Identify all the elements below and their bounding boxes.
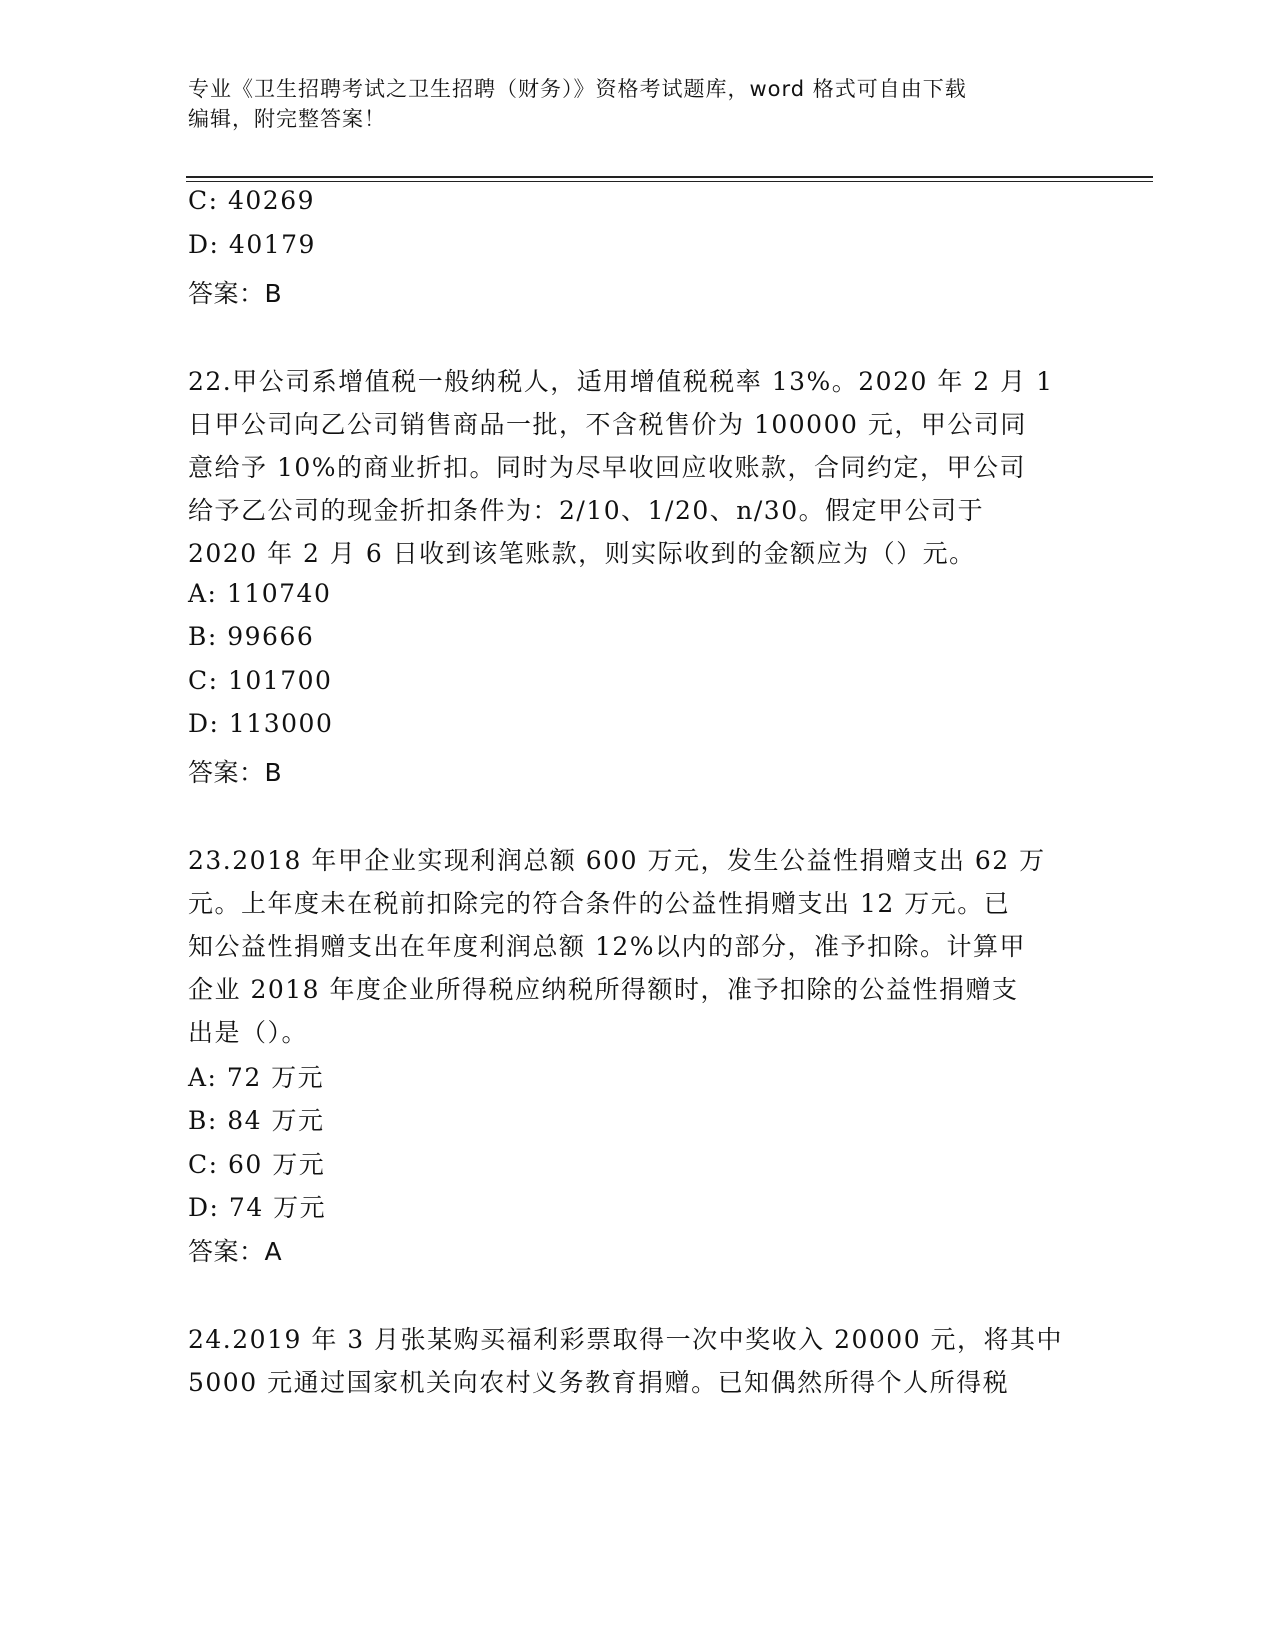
option-d: D: 113000 <box>188 709 334 738</box>
option-b: B: 99666 <box>188 622 315 651</box>
option-a: A: 72 万元 <box>188 1063 325 1092</box>
question-text-line: 22.甲公司系增值税一般纳税人，适用增值税税率 13%。2020 年 2 月 1 <box>188 367 1054 396</box>
question-text-line: 给予乙公司的现金折扣条件为：2/10、1/20、n/30。假定甲公司于 <box>188 496 985 525</box>
option-d: D: 40179 <box>188 230 316 259</box>
header-line-2: 编辑，附完整答案！ <box>188 107 386 131</box>
option-c: C: 101700 <box>188 666 333 695</box>
question-text-line: 元。上年度未在税前扣除完的符合条件的公益性捐赠支出 12 万元。已 <box>188 889 1011 918</box>
question-text-line: 出是（）。 <box>188 1018 309 1047</box>
header-rule-thick <box>186 176 1153 178</box>
answer-line: 答案：B <box>188 279 283 308</box>
question-text-line: 23.2018 年甲企业实现利润总额 600 万元，发生公益性捐赠支出 62 万 <box>188 846 1046 875</box>
question-text-line: 2020 年 2 月 6 日收到该笔账款，则实际收到的金额应为（）元。 <box>188 539 976 568</box>
page-header <box>188 74 1088 134</box>
option-d: D: 74 万元 <box>188 1193 327 1222</box>
question-text-line: 意给予 10%的商业折扣。同时为尽早收回应收账款，合同约定，甲公司 <box>188 453 1027 482</box>
question-text-line: 日甲公司向乙公司销售商品一批，不含税售价为 100000 元，甲公司同 <box>188 410 1027 439</box>
question-text-line: 24.2019 年 3 月张某购买福利彩票取得一次中奖收入 20000 元，将其中 <box>188 1325 1064 1354</box>
option-c: C: 40269 <box>188 186 316 215</box>
question-text-line: 知公益性捐赠支出在年度利润总额 12%以内的部分，准予扣除。计算甲 <box>188 932 1027 961</box>
answer-line: 答案：B <box>188 758 283 787</box>
option-c: C: 60 万元 <box>188 1150 326 1179</box>
question-text-line: 5000 元通过国家机关向农村义务教育捐赠。已知偶然所得个人所得税 <box>188 1368 1010 1397</box>
option-a: A: 110740 <box>188 579 332 608</box>
question-text-line: 企业 2018 年度企业所得税应纳税所得额时，准予扣除的公益性捐赠支 <box>188 975 1019 1004</box>
option-b: B: 84 万元 <box>188 1106 325 1135</box>
header-line-1: 专业《卫生招聘考试之卫生招聘（财务）》资格考试题库，word 格式可自由下载 <box>188 77 967 101</box>
answer-line: 答案：A <box>188 1237 283 1266</box>
header-rule-thin <box>186 181 1153 182</box>
